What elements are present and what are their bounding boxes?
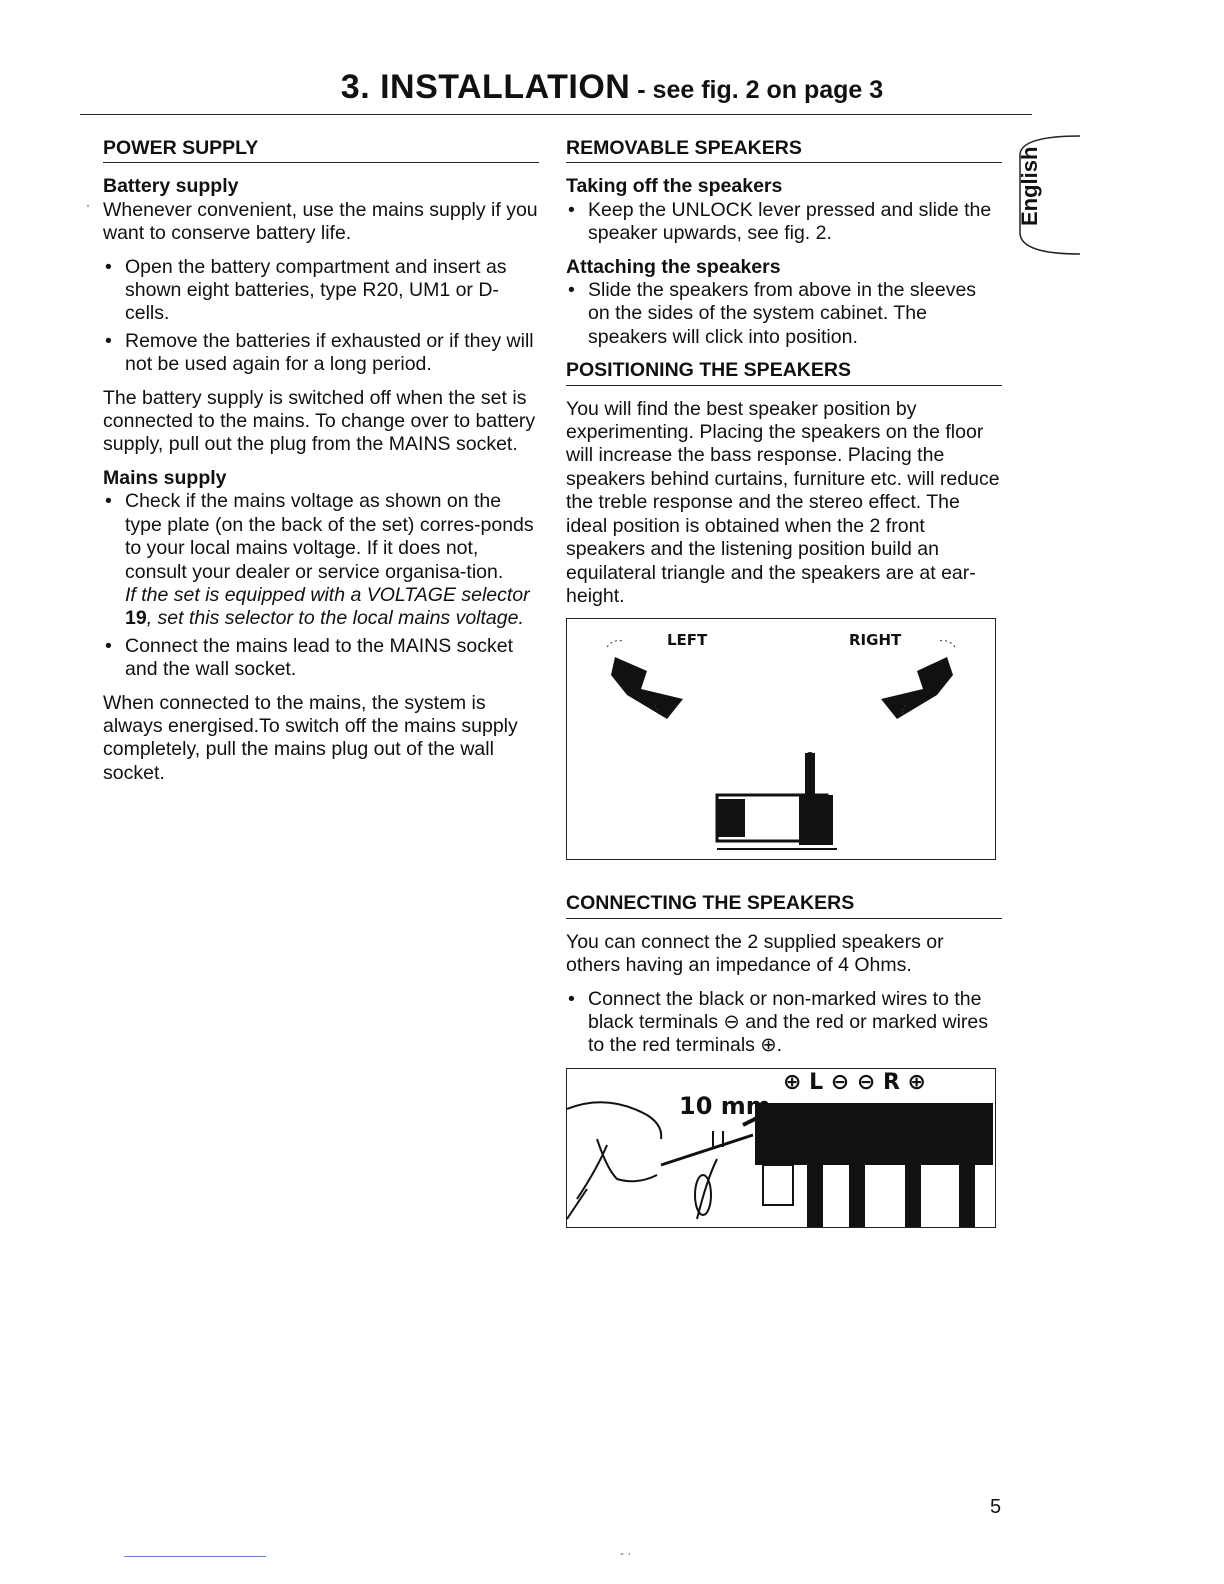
- battery-intro: Whenever convenient, use the mains supply if you want to conserve battery life.: [103, 198, 538, 245]
- mains-supply-heading: Mains supply: [103, 466, 227, 489]
- battery-note: The battery supply is switched off when the set is connected to the mains. To change over to battery supply, pull out the plug from the MAINS socket.: [103, 386, 536, 456]
- mains-check-text: Check if the mains voltage as shown on the type plate (on the back of the set) corres-ponds to your local mains voltage. If it does not, consult your dealer or service organisa-tion.: [125, 490, 534, 583]
- voltage-note-pre: If the set is equipped with a VOLTAGE selector: [125, 583, 530, 606]
- taking-off-heading: Taking off the speakers: [566, 175, 783, 198]
- left-column: [103, 137, 539, 795]
- list-item: • Keep the UNLOCK lever pressed and slide the speaker upwards, see fig. 2.: [566, 199, 1002, 246]
- taking-off-list: [566, 199, 1002, 246]
- voltage-selector-number: 19: [125, 607, 147, 630]
- list-item: • Connect the black or non-marked wires to the black terminals ⊖ and the red or marked wires to the red terminals ⊕.: [566, 988, 1002, 1058]
- footer-rule: [124, 1556, 266, 1557]
- right-column: [566, 137, 1002, 1240]
- connecting-text: You can connect the 2 supplied speakers or others having an impedance of 4 Ohms.: [566, 930, 944, 977]
- title-rule: [80, 114, 1032, 115]
- list-item: • Remove the batteries if exhausted or if they will not be used again for a long period.: [103, 330, 539, 377]
- page-title-sub: - see fig. 2 on page 3: [630, 76, 884, 104]
- removable-speakers-heading: REMOVABLE SPEAKERS: [566, 137, 1002, 163]
- attaching-heading: Attaching the speakers: [566, 255, 781, 278]
- wire-connection-illustration: [567, 1069, 995, 1227]
- strip-length-label: 10 mm: [679, 1091, 771, 1120]
- battery-list: [103, 256, 539, 377]
- language-tab-label: English: [1017, 146, 1042, 226]
- terminal-block-icon: [755, 1103, 993, 1227]
- left-speaker-label: LEFT: [667, 631, 708, 650]
- list-item: • Open the battery compartment and insert as shown eight batteries, type R20, UM1 or D-cells.: [103, 256, 539, 326]
- footer-mark: - ·: [620, 1546, 632, 1560]
- list-item: • Slide the speakers from above in the sleeves on the sides of the system cabinet. The speakers will click into position.: [566, 279, 1002, 349]
- page-title: [0, 68, 1224, 107]
- power-supply-heading: POWER SUPPLY: [103, 137, 539, 163]
- connecting-list: [566, 988, 1002, 1058]
- mains-note: When connected to the mains, the system is always energised.To switch off the mains supply completely, pull the mains plug out of the wall socket.: [103, 691, 518, 784]
- list-item: [103, 490, 539, 630]
- wire-connection-figure: [566, 1068, 996, 1228]
- positioning-text: You will find the best speaker position by experimenting. Placing the speakers on the floor will increase the bass response. Placing the speakers behind curtains, furniture etc. will reduce the treble response and the stereo effect. The ideal position is obtained when the 2 front speakers and the listening position build an equilateral triangle and the speakers are at ear-height.: [566, 397, 1000, 607]
- page-title-main: 3. INSTALLATION: [340, 68, 631, 106]
- speaker-position-figure: [566, 618, 996, 860]
- battery-supply-heading: Battery supply: [103, 175, 239, 198]
- connecting-heading: CONNECTING THE SPEAKERS: [566, 892, 1002, 918]
- margin-mark: ·: [86, 198, 90, 212]
- page-number: 5: [990, 1496, 1002, 1518]
- attaching-list: [566, 279, 1002, 349]
- voltage-note-post: , set this selector to the local mains voltage.: [146, 607, 524, 630]
- terminal-labels: ⊕ L ⊖ ⊖ R ⊕: [783, 1069, 926, 1095]
- right-speaker-label: RIGHT: [849, 631, 902, 650]
- voltage-note: [125, 584, 530, 629]
- positioning-heading: POSITIONING THE SPEAKERS: [566, 359, 1002, 385]
- listener-icon: [717, 752, 837, 849]
- list-item: • Connect the mains lead to the MAINS socket and the wall socket.: [103, 635, 539, 682]
- speaker-position-illustration: [567, 619, 995, 859]
- mains-list: [103, 490, 539, 681]
